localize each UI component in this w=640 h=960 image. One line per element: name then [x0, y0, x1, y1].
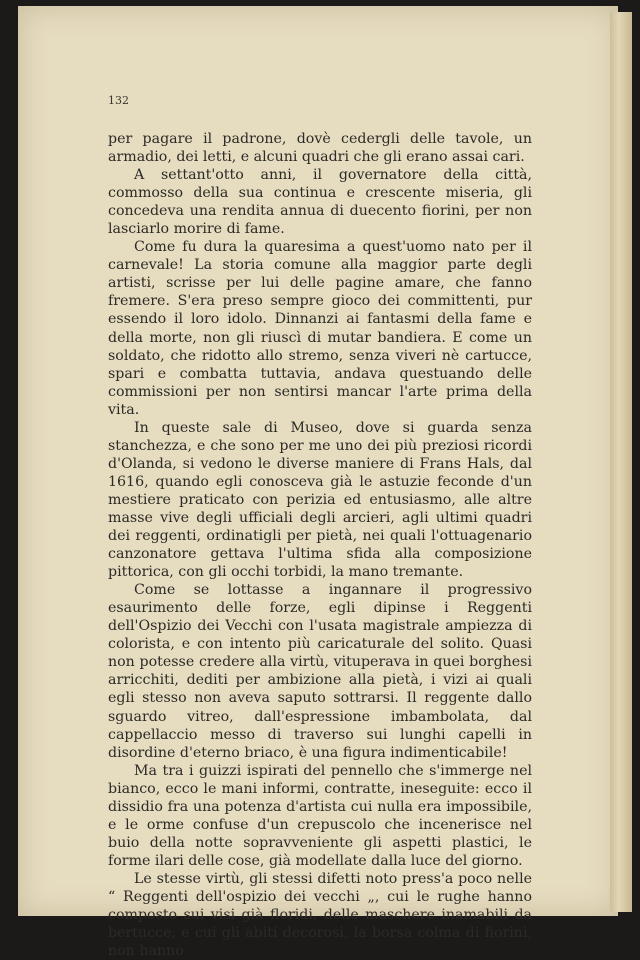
- paragraph: Le stesse virtù, gli stessi difetti noto press'a poco nelle “ Reggenti dell'ospizio dei vecchi „, cui le rughe hanno composto sui visi già floridi, delle maschere inamabili da bertucce, e cui gli abiti decorosi, la borsa colma di fiorini, non hanno: [108, 870, 532, 960]
- paragraph: Come se lottasse a ingannare il progressivo esaurimento delle forze, egli dipinse i Reggenti dell'Ospizio dei Vecchi con l'usata magistrale ampiezza di colorista, e con intento più caricaturale del solito. Quasi non potesse credere alla virtù, vituperava in quei borghesi arricchiti, dediti per ambizione alla pietà, i vizi ai quali egli stesso non aveva saputo sottrarsi. Il reggente dallo sguardo vitreo, dall'espressione imbambolata, dal cappellaccio messo di traverso sui lunghi capelli in disordine d'eterno briaco, è una figura indimenticabile!: [108, 582, 532, 761]
- body-text: [108, 130, 532, 960]
- page-edge: [610, 12, 632, 912]
- paragraph: A settant'otto anni, il governatore della città, commosso della sua continua e crescente miseria, gli concedeva una rendita annua di duecento fiorini, per non lasciarlo morire di fame.: [108, 167, 532, 238]
- page-number: 132: [108, 94, 129, 107]
- paragraph: Ma tra i guizzi ispirati del pennello che s'immerge nel bianco, ecco le mani informi, contratte, ineseguite: ecco il dissidio fra una potenza d'artista cui nulla era impossibile, e le orme confuse d'un crepuscolo che incenerisce nel buio della notte sopravveniente gli aspetti plastici, le forme ilari delle cose, già modellate dalla luce del giorno.: [108, 762, 532, 869]
- paragraph: per pagare il padrone, dovè cedergli delle tavole, un armadio, dei letti, e alcuni quadri che gli erano assai cari.: [108, 131, 532, 166]
- paragraph: In queste sale di Museo, dove si guarda senza stanchezza, e che sono per me uno dei più preziosi ricordi d'Olanda, si vedono le diverse maniere di Frans Hals, dal 1616, quando egli conosceva già le astuzie feconde d'un mestiere praticato con perizia ed entusiasmo, alle altre masse vive degli ufficiali degli arcieri, agli ultimi quadri dei reggenti, ordinatigli per pietà, nei quali l'ottuagenario canzonatore gettava l'ultima sfida alla composizione pittorica, con gli occhi torbidi, la mano tremante.: [108, 419, 532, 581]
- paragraph: Come fu dura la quaresima a quest'uomo nato per il carnevale! La storia comune alla maggior parte degli artisti, scrisse per lui delle pagine amare, che fanno fremere. S'era preso sempre gioco dei committenti, pur essendo il loro idolo. Dinnanzi ai fantasmi della fame e della morte, non gli riuscì di mutar bandiera. E come un soldato, che ridotto allo stremo, senza viveri nè cartucce, spari e combatta tuttavia, andava questuando delle commissioni per non sentirsi mancar l'arte prima della vita.: [108, 239, 532, 418]
